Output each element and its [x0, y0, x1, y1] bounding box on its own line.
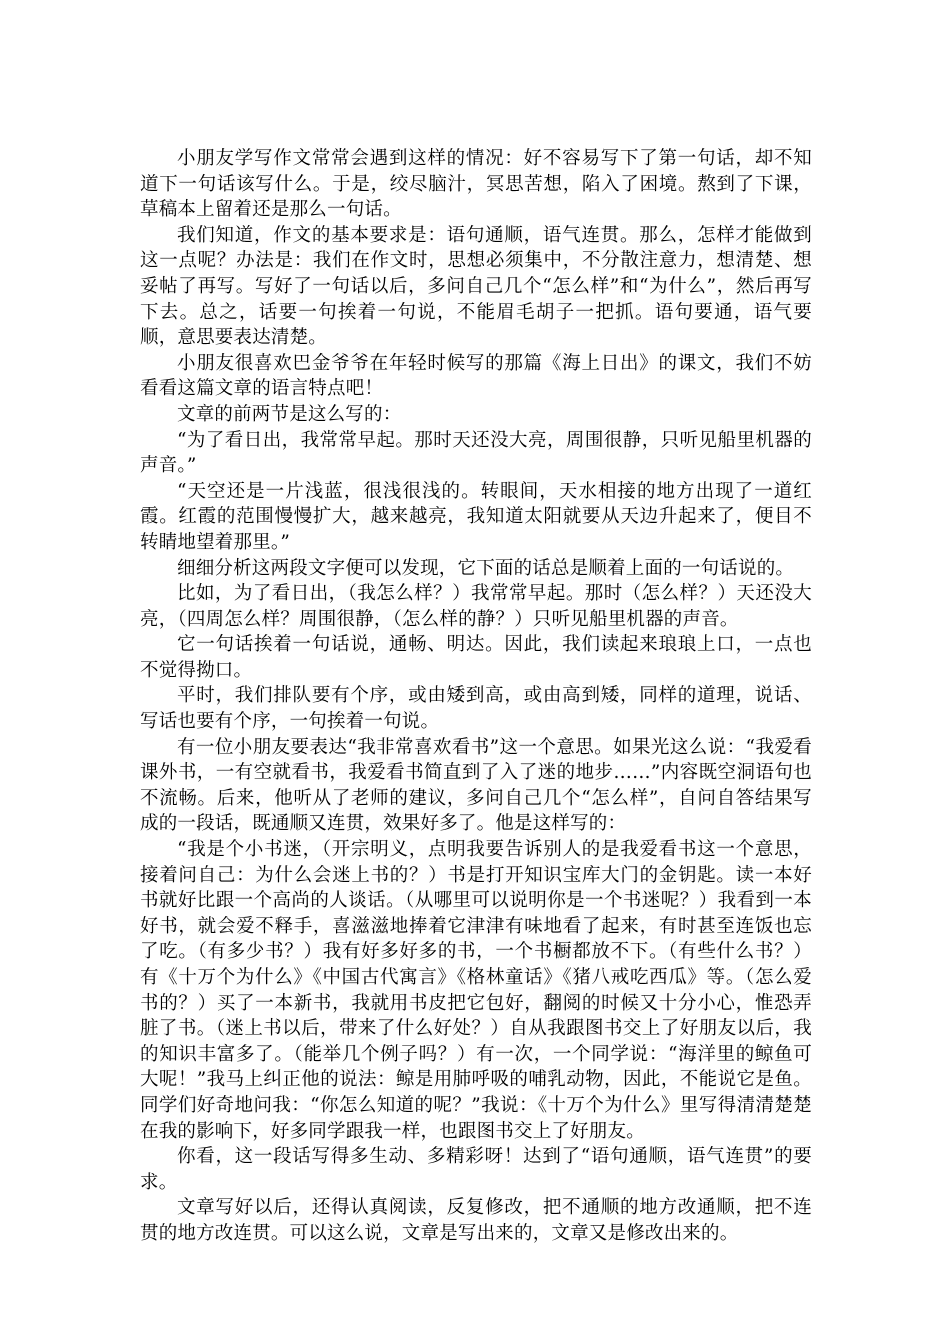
paragraph-3: 小朋友很喜欢巴金爷爷在年轻时候写的那篇《海上日出》的课文，我们不妨看看这篇文章的语言特点吧！ — [140, 352, 812, 400]
paragraph-1: 小朋友学写作文常常会遇到这样的情况：好不容易写下了第一句话，却不知道下一句话该写什么。于是，绞尽脑汁，冥思苦想，陷入了困境。熬到了下课，草稿本上留着还是那么一句话。 — [140, 148, 812, 221]
paragraph-2: 我们知道，作文的基本要求是：语句通顺，语气连贯。那么，怎样才能做到这一点呢？办法是：我们在作文时，思想必须集中，不分散注意力，想清楚、想妥帖了再写。写好了一句话以后，多问自己几个“怎么样”和“为什么”，然后再写下去。总之，话要一句挨着一句说，不能眉毛胡子一把抓。语句要通，语气要顺，意思要表达清楚。 — [140, 224, 812, 349]
paragraph-9: 它一句话挨着一句话说，通畅、明达。因此，我们读起来琅琅上口，一点也不觉得拗口。 — [140, 634, 812, 681]
paragraph-4: 文章的前两节是这么写的： — [177, 403, 402, 425]
quote-paragraph-2: “天空还是一片浅蓝，很浅很浅的。转眼间，天水相接的地方出现了一道红霞。红霞的范围慢慢扩大，越来越亮，我知道太阳就要从天边升起来了，便目不转睛地望着那里。” — [140, 480, 812, 553]
paragraph-11: 有一位小朋友要表达“我非常喜欢看书”这一个意思。如果光这么说：“我爱看课外书，一有空就看书，我爱看书简直到了入了迷的地步……”内容既空洞语句也不流畅。后来，他听从了老师的建议，多问自己几个“怎么样”，自问自答结果写成的一段话，既通顺又连贯，效果好多了。他是这样写的： — [140, 736, 812, 835]
example-paragraph: “我是个小书迷，（开宗明义，点明我要告诉别人的是我爱看书这一个意思，接着问自己：为什么会迷上书的？）书是打开知识宝库大门的金钥匙。读一本好书就好比跟一个高尚的人谈话。（从哪里可以说明你是一个书迷呢？）我看到一本好书，就会爱不释手，喜滋滋地捧着它津津有味地看了起来，有时甚至连饭也忘了吃。（有多少书？）我有好多好多的书，一个书橱都放不下。（有些什么书？）有《十万个为什么》《中国古代寓言》《格林童话》《猪八戒吃西瓜》等。（怎么爱书的？）买了一本新书，我就用书皮把它包好，翻阅的时候又十分小心，惟恐弄脏了书。（迷上书以后，带来了什么好处？）自从我跟图书交上了好朋友以后，我的知识丰富多了。（能举几个例子吗？）有一次，一个同学说：“海洋里的鲸鱼可大呢！”我马上纠正他的说法：鲸是用肺呼吸的哺乳动物，因此，不能说它是鱼。同学们好奇地问我：“你怎么知道的呢？”我说：《十万个为什么》里写得清清楚楚在我的影响下，好多同学跟我一样，也跟图书交上了好朋友。 — [140, 839, 812, 1142]
quote-paragraph-1: “为了看日出，我常常早起。那时天还没大亮，周围很静，只听见船里机器的声音。” — [140, 429, 812, 477]
paragraph-8: 比如，为了看日出，（我怎么样？）我常常早起。那时（怎么样？）天还没大亮，（四周怎么样？周围很静，（怎么样的静？）只听见船里机器的声音。 — [140, 583, 812, 630]
paragraph-13: 你看，这一段话写得多生动、多精彩呀！达到了“语句通顺，语气连贯”的要求。 — [140, 1146, 812, 1193]
paragraph-10: 平时，我们排队要有个序，或由矮到高，或由高到矮，同样的道理，说话、写话也要有个序，一句挨着一句说。 — [140, 685, 812, 733]
paragraph-7: 细细分析这两段文字便可以发现，它下面的话总是顺着上面的一句话说的。 — [177, 557, 795, 579]
paragraph-14: 文章写好以后，还得认真阅读，反复修改，把不通顺的地方改通顺，把不连贯的地方改连贯。可以这么说，文章是写出来的，文章又是修改出来的。 — [140, 1197, 812, 1244]
document-body — [140, 146, 812, 1247]
